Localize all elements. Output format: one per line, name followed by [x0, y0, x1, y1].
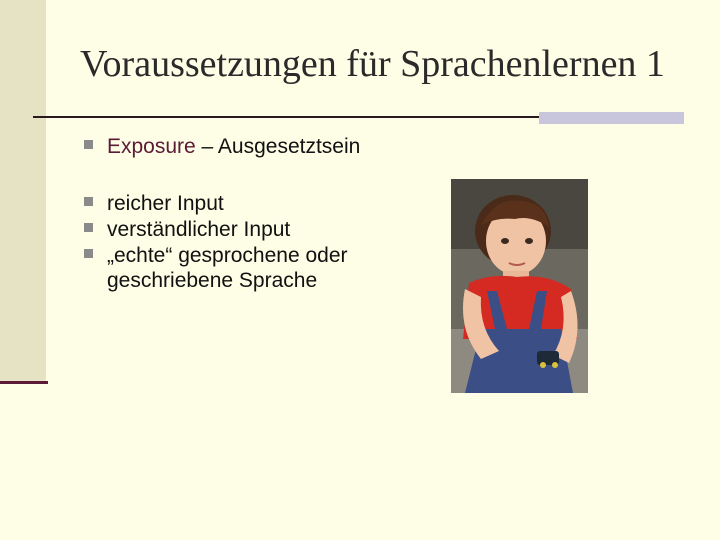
title-rule: [33, 116, 539, 118]
square-bullet-icon: [84, 223, 93, 232]
bullet-item: [84, 217, 384, 242]
bullet-text: „echte“ gesprochene oder geschriebene Sprache: [107, 244, 348, 292]
bullet-item: [84, 134, 384, 159]
bullet-item: [84, 243, 384, 293]
child-photo: [451, 179, 588, 393]
square-bullet-icon: [84, 197, 93, 206]
child-photo-illustration: [451, 179, 588, 393]
bullet-list: [84, 134, 384, 293]
square-bullet-icon: [84, 140, 93, 149]
title-rule-accent: [539, 112, 684, 124]
bullet-text: reicher Input: [107, 192, 224, 215]
bullet-emphasis: Exposure: [107, 135, 196, 158]
left-decorative-band: [0, 0, 46, 382]
left-band-accent-line: [0, 381, 48, 384]
slide-title: Voraussetzungen für Sprachenlernen 1: [80, 43, 665, 85]
square-bullet-icon: [84, 249, 93, 258]
bullet-text: – Ausgesetztsein: [195, 135, 361, 158]
bullet-item: [84, 191, 384, 216]
bullet-text: verständlicher Input: [107, 218, 291, 241]
